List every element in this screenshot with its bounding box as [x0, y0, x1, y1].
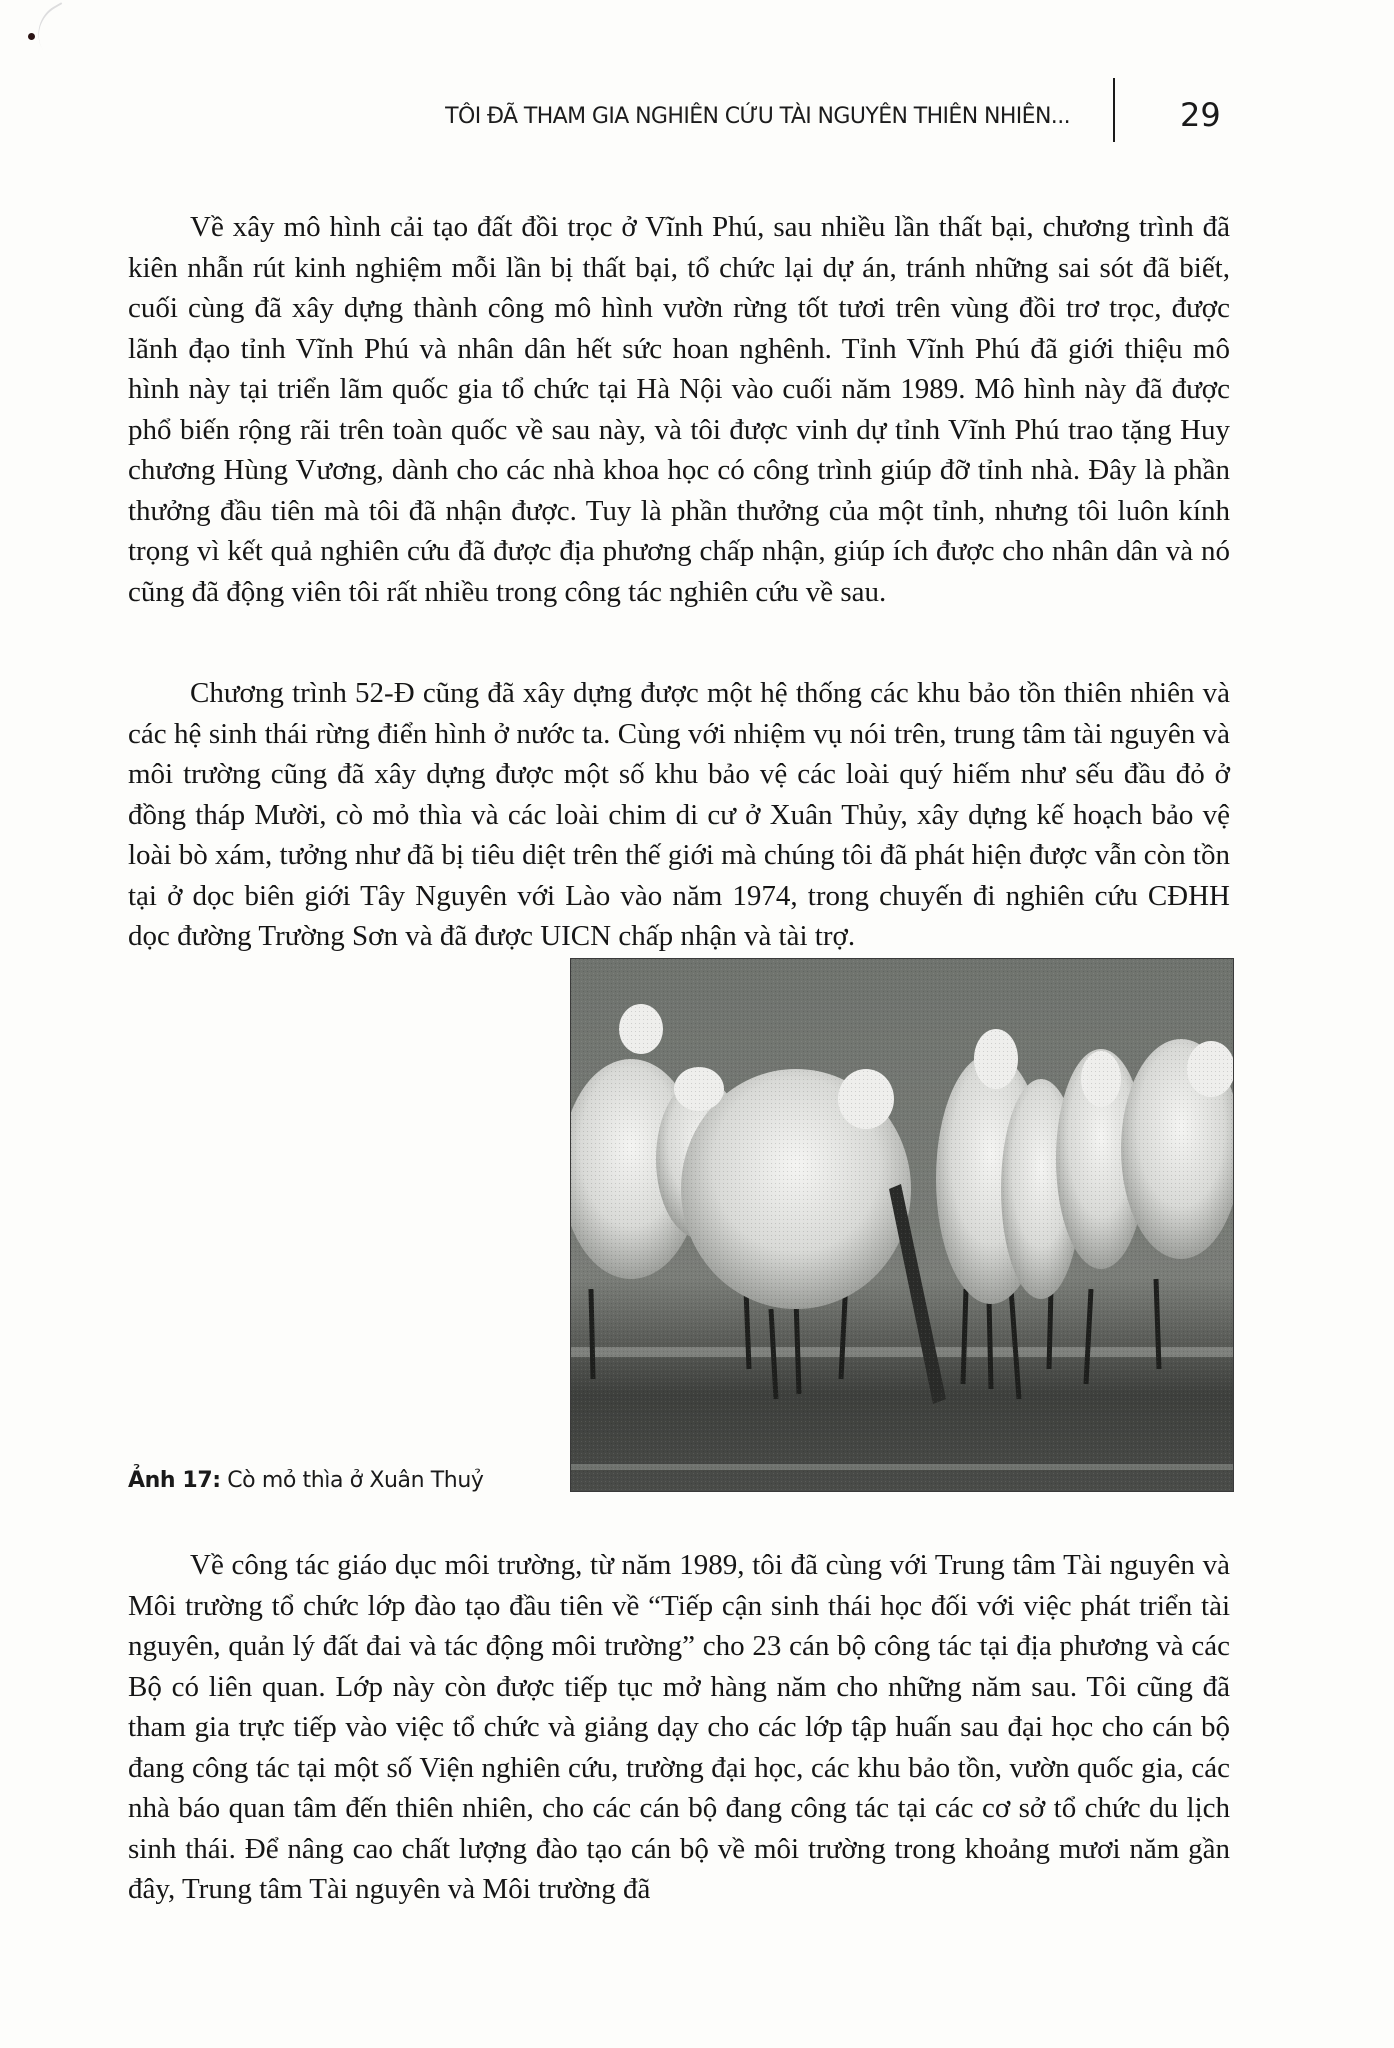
- figure-photo: [570, 958, 1234, 1492]
- figure-caption: [128, 1468, 484, 1493]
- header-divider: [1113, 78, 1115, 142]
- body-section-1: [128, 207, 1230, 612]
- running-head: [400, 96, 1230, 140]
- spoonbills-photo: [571, 959, 1233, 1491]
- figure-caption-text: Cò mỏ thìa ở Xuân Thuỷ: [227, 1468, 484, 1493]
- page-corner-curl: [27, 2, 78, 50]
- figure-label: Ảnh 17:: [128, 1468, 221, 1493]
- body-section-2: [128, 673, 1230, 957]
- paragraph: Về công tác giáo dục môi trường, từ năm 1989, tôi đã cùng với Trung tâm Tài nguyên và Môi trường tổ chức lớp đào tạo đầu tiên về “Tiếp cận sinh thái học đối với việc phát triển tài nguyên, quản lý đất đai và tác động môi trường” cho 23 cán bộ công tác tại địa phương và các Bộ có liên quan. Lớp này còn được tiếp tục mở hàng năm cho những năm sau. Tôi cũng đã tham gia trực tiếp vào việc tổ chức và giảng dạy cho các lớp tập huấn sau đại học cho cán bộ đang công tác tại một số Viện nghiên cứu, trường đại học, các khu bảo tồn, vườn quốc gia, các nhà báo quan tâm đến thiên nhiên, cho các cán bộ đang công tác tại các cơ sở tổ chức du lịch sinh thái. Để nâng cao chất lượng đào tạo cán bộ về môi trường trong khoảng mươi năm gần đây, Trung tâm Tài nguyên và Môi trường đã: [128, 1549, 1230, 1905]
- page-number: 29: [1180, 96, 1221, 134]
- body-section-3: [128, 1545, 1230, 1910]
- running-title: TÔI ĐÃ THAM GIA NGHIÊN CỨU TÀI NGUYÊN THIÊN NHIÊN...: [445, 104, 1070, 129]
- paragraph: Chương trình 52-Đ cũng đã xây dựng được một hệ thống các khu bảo tồn thiên nhiên và các hệ sinh thái rừng điển hình ở nước ta. Cùng với nhiệm vụ nói trên, trung tâm tài nguyên và môi trường cũng đã xây dựng được một số khu bảo vệ các loài quý hiếm như sếu đầu đỏ ở đồng tháp Mười, cò mỏ thìa và các loài chim di cư ở Xuân Thủy, xây dựng kế hoạch bảo vệ loài bò xám, tưởng như đã bị tiêu diệt trên thế giới mà chúng tôi đã phát hiện được vẫn còn tồn tại ở dọc biên giới Tây Nguyên với Lào vào năm 1974, trong chuyến đi nghiên cứu CĐHH dọc đường Trường Sơn và đã được UICN chấp nhận và tài trợ.: [128, 677, 1230, 952]
- page-corner-mark: [28, 33, 35, 40]
- paragraph: Về xây mô hình cải tạo đất đồi trọc ở Vĩnh Phú, sau nhiều lần thất bại, chương trình đã kiên nhẫn rút kinh nghiệm mỗi lần bị thất bại, tổ chức lại dự án, tránh những sai sót đã biết, cuối cùng đã xây dựng thành công mô hình vườn rừng tốt tươi trên vùng đồi trơ trọc, được lãnh đạo tỉnh Vĩnh Phú và nhân dân hết sức hoan nghênh. Tỉnh Vĩnh Phú đã giới thiệu mô hình này tại triển lãm quốc gia tổ chức tại Hà Nội vào cuối năm 1989. Mô hình này đã được phổ biến rộng rãi trên toàn quốc về sau này, và tôi được vinh dự tỉnh Vĩnh Phú trao tặng Huy chương Hùng Vương, dành cho các nhà khoa học có công trình giúp đỡ tỉnh nhà. Đây là phần thưởng đầu tiên mà tôi đã nhận được. Tuy là phần thưởng của một tỉnh, nhưng tôi luôn kính trọng vì kết quả nghiên cứu đã được địa phương chấp nhận, giúp ích được cho nhân dân và nó cũng đã động viên tôi rất nhiều trong công tác nghiên cứu về sau.: [128, 211, 1230, 608]
